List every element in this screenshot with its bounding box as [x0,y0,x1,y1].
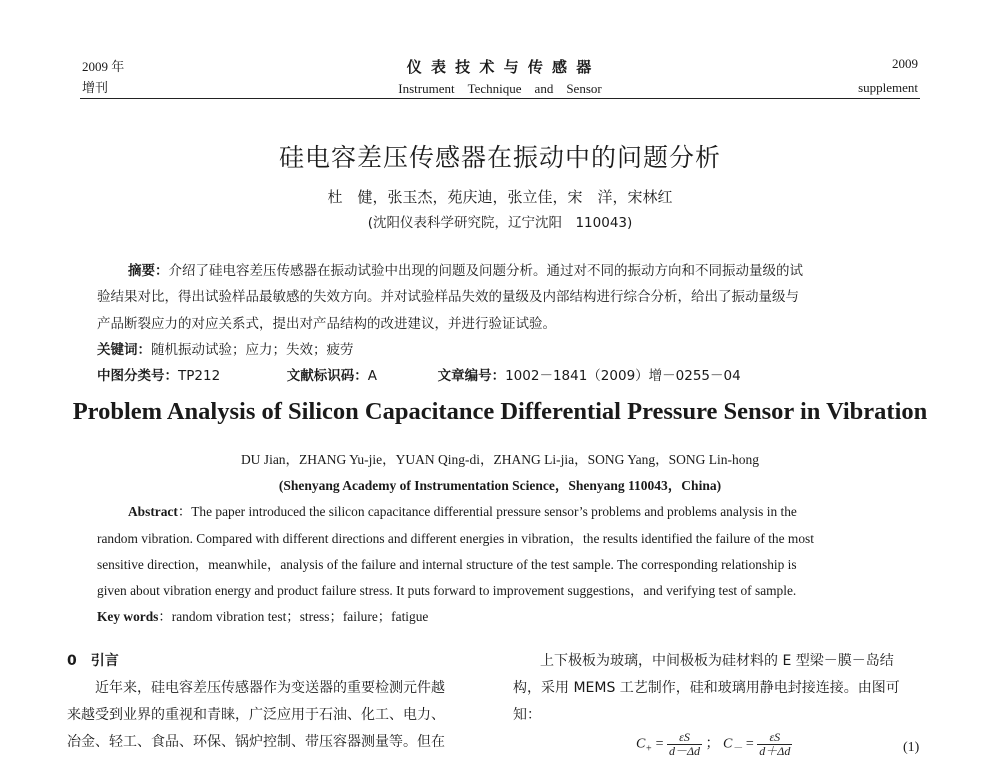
abstract-cn-line1 [128,259,803,279]
abstract-cn-line2: 验结果对比，得出试验样品最敏感的失效方向。并对试验样品失效的量级及内部结构进行综合分析，给出了振动量级与 [97,289,799,305]
keywords-cn [97,338,354,358]
keywords-en-text: ：random vibration test；stress；failure；fatigue [158,609,429,624]
equation-1 [636,731,792,758]
abstract-en-text-1: ：The paper introduced the silicon capacitance differential pressure sensor’s problems and problems analysis in the [177,504,797,519]
capacitance-minus-subscript: － [732,743,743,755]
journal-name-cn: 仪 表 技 术 与 传 感 器 [406,58,594,76]
abstract-en-label: Abstract [128,504,178,519]
fraction-plus [667,731,702,758]
abstract-en-line2: random vibration. Compared with different directions and different energies in vibration，the results identified the failure of the most [97,531,814,546]
keywords-en [97,606,428,625]
header-year-right: 2009 [892,56,918,71]
intro-left-line2: 来越受到业界的重视和青睐，广泛应用于石油、化工、电力、 [67,707,445,723]
fraction-plus-denominator: d－Δd [669,744,701,758]
header-year-left: 2009 年 [82,59,125,74]
abstract-en-line1 [128,501,797,520]
intro-right-line1: 上下极板为玻璃，中间极板为硅材料的 E 型梁－膜－岛结 [540,653,894,669]
intro-left-line3: 冶金、轻工、食品、环保、锅炉控制、带压容器测量等。但在 [67,734,445,750]
header-supplement-left: 增刊 [82,81,109,96]
intro-left-line1: 近年来，硅电容差压传感器作为变送器的重要检测元件越 [95,680,445,696]
capacitance-plus: C [636,736,646,752]
affiliation-en: (Shenyang Academy of Instrumentation Science，Shenyang 110043，China) [278,478,722,493]
keywords-cn-text: 随机振动试验；应力；失效；疲劳 [151,342,354,358]
intro-right-line3: 知： [513,707,541,723]
header-rule [80,98,920,99]
abstract-en-line3: sensitive direction，meanwhile，analysis of the failure and internal structure of the test sample. The corresponding relationship is [97,557,797,572]
authors-en: DU Jian，ZHANG Yu-jie，YUAN Qing-di，ZHANG Li-jia，SONG Yang，SONG Lin-hong [240,452,760,467]
intro-right-line2: 构，采用 MEMS 工艺制作，硅和玻璃用静电封接连接。由图可 [513,680,900,696]
abstract-cn-label: 摘要： [128,263,169,279]
article-number-value: 1002－1841（2009）增－0255－04 [505,368,741,384]
fraction-plus-numerator: εS [667,731,702,745]
section-heading-intro: 0 引言 [67,653,119,669]
fraction-minus [757,731,792,758]
clc-label: 中图分类号： [97,368,178,384]
fraction-minus-denominator: d＋Δd [759,744,791,758]
header-supplement-right: supplement [858,80,918,95]
capacitance-plus-subscript: + [645,743,653,755]
classification-row [97,364,741,384]
authors-cn: 杜 健，张玉杰，苑庆迪，张立佳，宋 洋，宋林红 [327,188,673,206]
affiliation-cn: (沈阳仪表科学研究院，辽宁沈阳 110043) [367,215,633,231]
paper-title-en: Problem Analysis of Silicon Capacitance Differential Pressure Sensor in Vibration [72,398,928,425]
article-number-label: 文章编号： [437,368,506,384]
abstract-cn-line3: 产品断裂应力的对应关系式，提出对产品结构的改进建议，并进行验证试验。 [97,316,556,332]
equals-sign-1: = [655,736,664,752]
keywords-en-label: Key words [97,609,159,624]
doc-code-label: 文献标识码： [286,368,368,384]
doc-code-value: A [367,368,377,384]
keywords-cn-label: 关键词： [97,342,151,358]
equals-sign-2: = [745,736,754,752]
abstract-cn-text-1: 介绍了硅电容差压传感器在振动试验中出现的问题及问题分析。通过对不同的振动方向和不同振动量级的试 [168,263,803,279]
abstract-en-line4: given about vibration energy and product failure stress. It puts forward to improvement suggestions，and verifying test of sample. [97,583,797,598]
equation-number: (1) [903,740,920,755]
paper-title-cn: 硅电容差压传感器在振动中的问题分析 [278,143,721,172]
capacitance-minus: C [723,736,733,752]
fraction-minus-numerator: εS [757,731,792,745]
clc-value: TP212 [178,368,221,384]
formula-separator: ； [705,736,720,752]
journal-name-en: Instrument Technique and Sensor [398,81,602,96]
